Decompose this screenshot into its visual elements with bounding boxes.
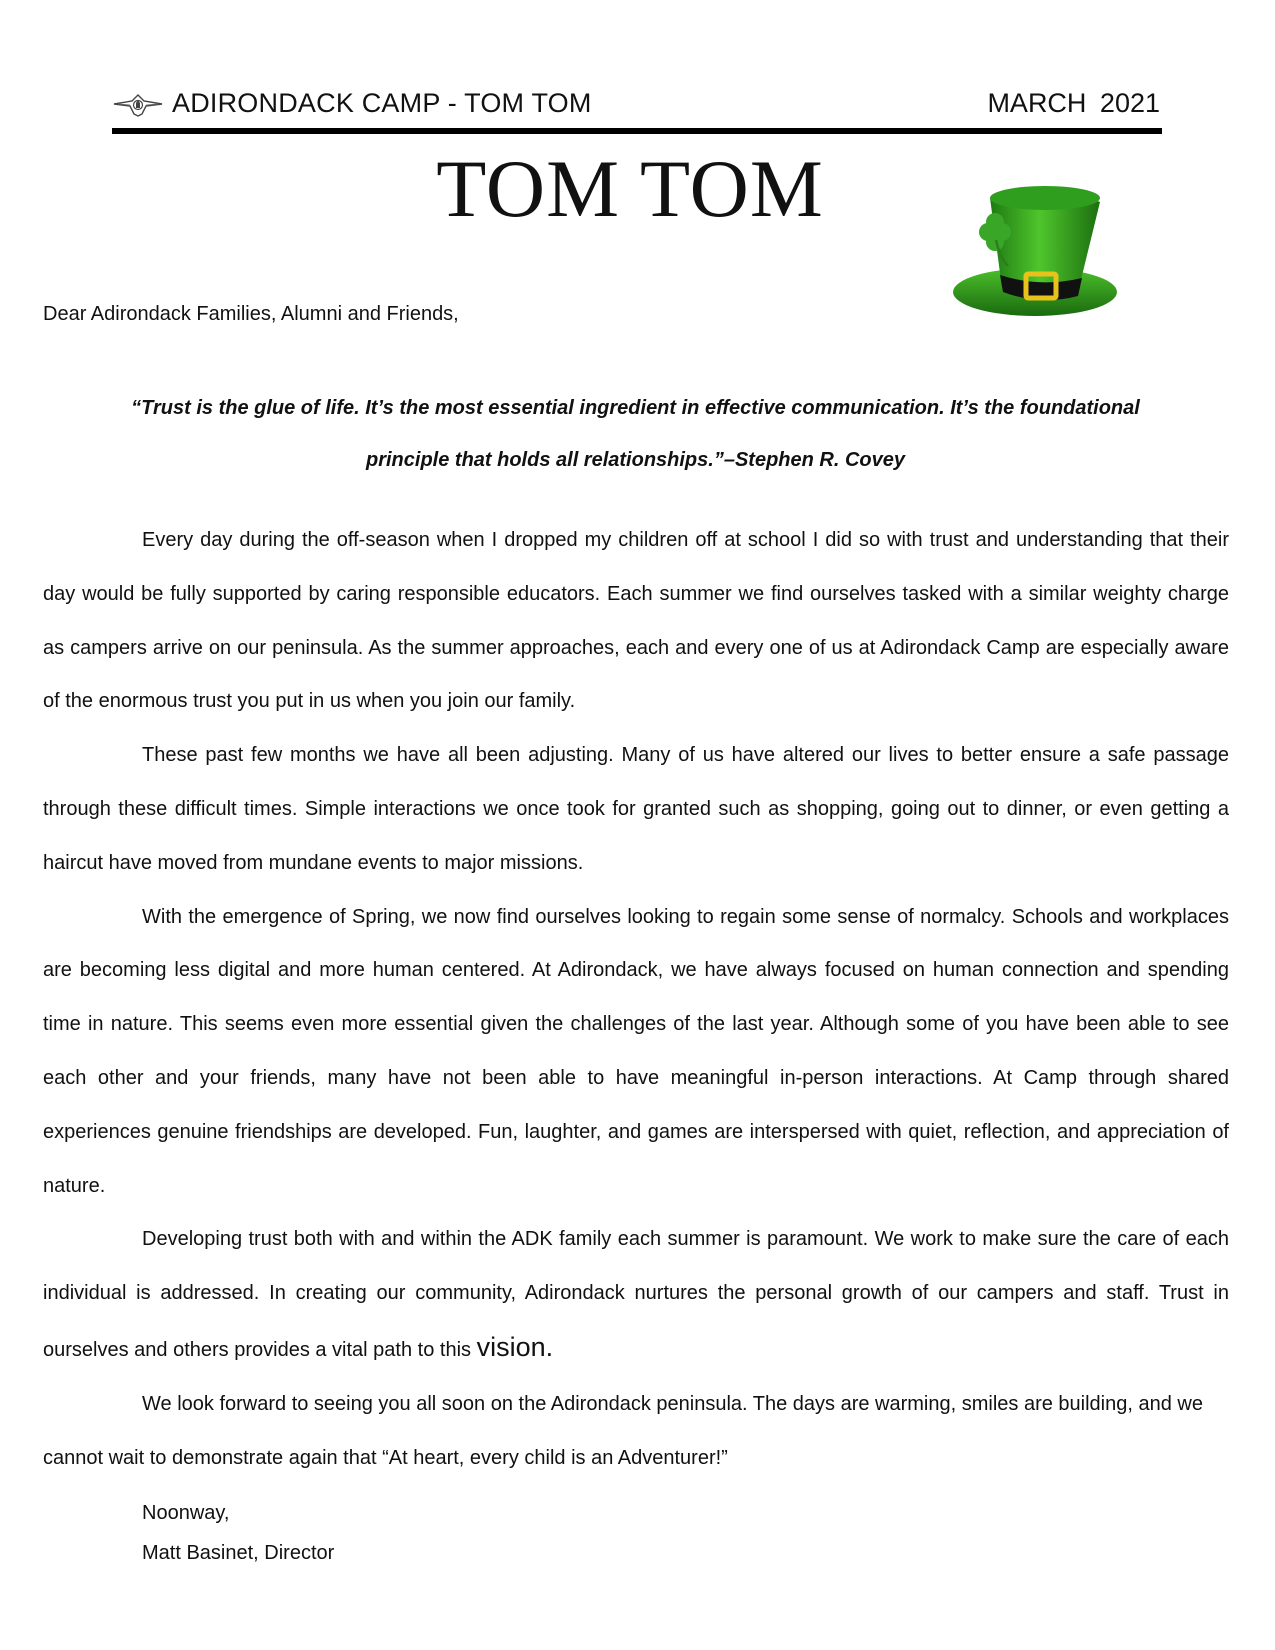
masthead: [112, 88, 1162, 138]
masthead-title: ADIRONDACK CAMP - TOM TOM: [172, 88, 592, 118]
closing-signature: Matt Basinet, Director: [142, 1542, 335, 1565]
letter-body: [43, 514, 1229, 1573]
paragraph-4-emphasis: vision.: [476, 1331, 554, 1362]
paragraph-4-text: Developing trust both with and within the ADK family each summer is paramount. We work to make sure the care of each individual is addressed. In creating our community, Adirondack nurtures the personal growth of our campers and staff. Trust in ourselves and others provides a vital path to this: [43, 1228, 1229, 1361]
paragraph-4: [43, 1213, 1229, 1377]
quote-line-2: principle that holds all relationships.”–Stephen R. Covey: [366, 449, 905, 471]
paragraph-1: Every day during the off-season when I dropped my children off at school I did so with trust and understanding that their day would be fully supported by caring responsible educators. Each summer we find ourselves tasked with a similar weighty charge as campers arrive on our peninsula. As the summer approaches, each and every one of us at Adirondack Camp are especially aware of the enormous trust you put in us when you join our family.: [43, 529, 1229, 713]
leprechaun-hat-icon: [950, 180, 1125, 330]
paragraph-2: These past few months we have all been adjusting. Many of us have altered our lives to better ensure a safe passage through these difficult times. Simple interactions we once took for granted such as shopping, going out to dinner, or even getting a haircut have moved from mundane events to major missions.: [43, 744, 1229, 874]
covey-quote: [43, 382, 1228, 486]
masthead-rule: [112, 128, 1162, 134]
paragraph-5: We look forward to seeing you all soon on the Adirondack peninsula. The days are warming, smiles are building, and we cannot wait to demonstrate again that “At heart, every child is an Adventurer!”: [43, 1392, 1203, 1469]
eagle-emblem-icon: [112, 92, 164, 118]
paragraph-3: With the emergence of Spring, we now find ourselves looking to regain some sense of normalcy. Schools and workplaces are becoming less digital and more human centered. At Adirondack, we have always focused on human connection and spending time in nature. This seems even more essential given the challenges of the last year. Although some of you have been able to see each other and your friends, many have not been able to have meaningful in-person interactions. At Camp through shared experiences genuine friendships are developed. Fun, laughter, and games are interspersed with quiet, reflection, and appreciation of nature.: [43, 905, 1229, 1197]
masthead-date: MARCH 2021: [987, 88, 1160, 118]
closing-salutation: Noonway,: [142, 1502, 230, 1525]
newsletter-title: TOM TOM: [436, 143, 824, 234]
greeting: Dear Adirondack Families, Alumni and Friends,: [43, 303, 459, 325]
quote-line-1: “Trust is the glue of life. It’s the most essential ingredient in effective communication. It’s the foundational: [131, 397, 1140, 419]
